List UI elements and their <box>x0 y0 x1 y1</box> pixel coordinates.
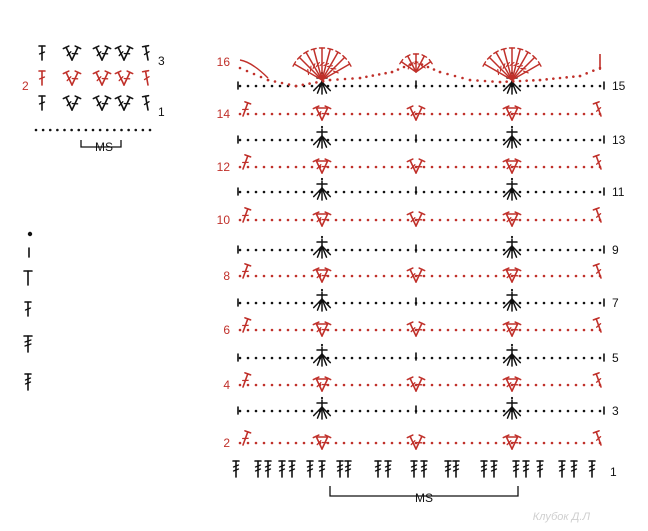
tr-symbol <box>375 461 381 477</box>
dc-symbol <box>143 96 151 111</box>
row-5-label: 5 <box>612 351 619 365</box>
row-13-label: 13 <box>612 133 626 147</box>
tr-symbol <box>307 461 313 477</box>
tr-symbol <box>265 461 271 477</box>
dc-symbol <box>25 302 31 316</box>
row-11-label: 11 <box>612 185 625 199</box>
tr-symbol <box>589 461 595 477</box>
tr-symbol <box>337 461 343 477</box>
tr-symbol <box>345 461 351 477</box>
dc-symbol <box>593 431 603 446</box>
tr-symbol <box>481 461 487 477</box>
tr-symbol <box>513 461 519 477</box>
dc-symbol <box>593 102 603 117</box>
tr-symbol <box>421 461 427 477</box>
watermark-text: Клубок Д.Л <box>532 511 590 523</box>
dc-symbol <box>593 155 603 170</box>
tr-symbol <box>289 461 295 477</box>
row-8-label: 8 <box>223 269 230 283</box>
row-16-label: 16 <box>216 55 230 69</box>
dc-symbol <box>593 318 603 333</box>
scheme1-diagram <box>22 46 165 154</box>
row-3-label: 3 <box>612 404 619 418</box>
tr-symbol <box>25 374 31 390</box>
row-14-label: 14 <box>216 107 230 121</box>
row-10-label: 10 <box>216 213 230 227</box>
legend-icons <box>24 232 32 390</box>
row-12-label: 12 <box>216 160 230 174</box>
tr-symbol <box>279 461 285 477</box>
row-2-label: 2 <box>223 436 230 450</box>
dc-symbol <box>39 46 45 60</box>
tr-symbol <box>453 461 459 477</box>
tr-symbol <box>255 461 261 477</box>
dc-symbol <box>593 373 603 388</box>
tr-symbol <box>491 461 497 477</box>
dc-symbol <box>39 71 45 85</box>
tr-symbol <box>559 461 565 477</box>
tr-symbol <box>537 461 543 477</box>
scheme2-ms-label: MS <box>415 491 433 505</box>
dc-symbol <box>593 264 603 279</box>
scheme2-diagram <box>217 48 626 523</box>
dc-symbol <box>593 208 603 223</box>
dc-symbol <box>143 46 151 61</box>
tr-symbol <box>233 461 239 477</box>
scheme1-ms-label: MS <box>95 140 113 154</box>
row-4-label: 4 <box>223 378 230 392</box>
tr-symbol <box>385 461 391 477</box>
tr-symbol <box>319 461 325 477</box>
tr-symbol <box>523 461 529 477</box>
scheme1-row-1: 1 <box>158 105 165 119</box>
row-1-label: 1 <box>610 465 617 479</box>
tr-symbol <box>445 461 451 477</box>
scheme1-row-2: 2 <box>22 79 29 93</box>
tr-symbol <box>571 461 577 477</box>
dc-symbol <box>143 71 151 86</box>
row-7-label: 7 <box>612 296 619 310</box>
row-15-label: 15 <box>612 79 626 93</box>
tr-symbol <box>411 461 417 477</box>
row-9-label: 9 <box>612 243 619 257</box>
dc-symbol <box>39 96 45 110</box>
scheme1-row-3: 3 <box>158 54 165 68</box>
row-6-label: 6 <box>223 323 230 337</box>
